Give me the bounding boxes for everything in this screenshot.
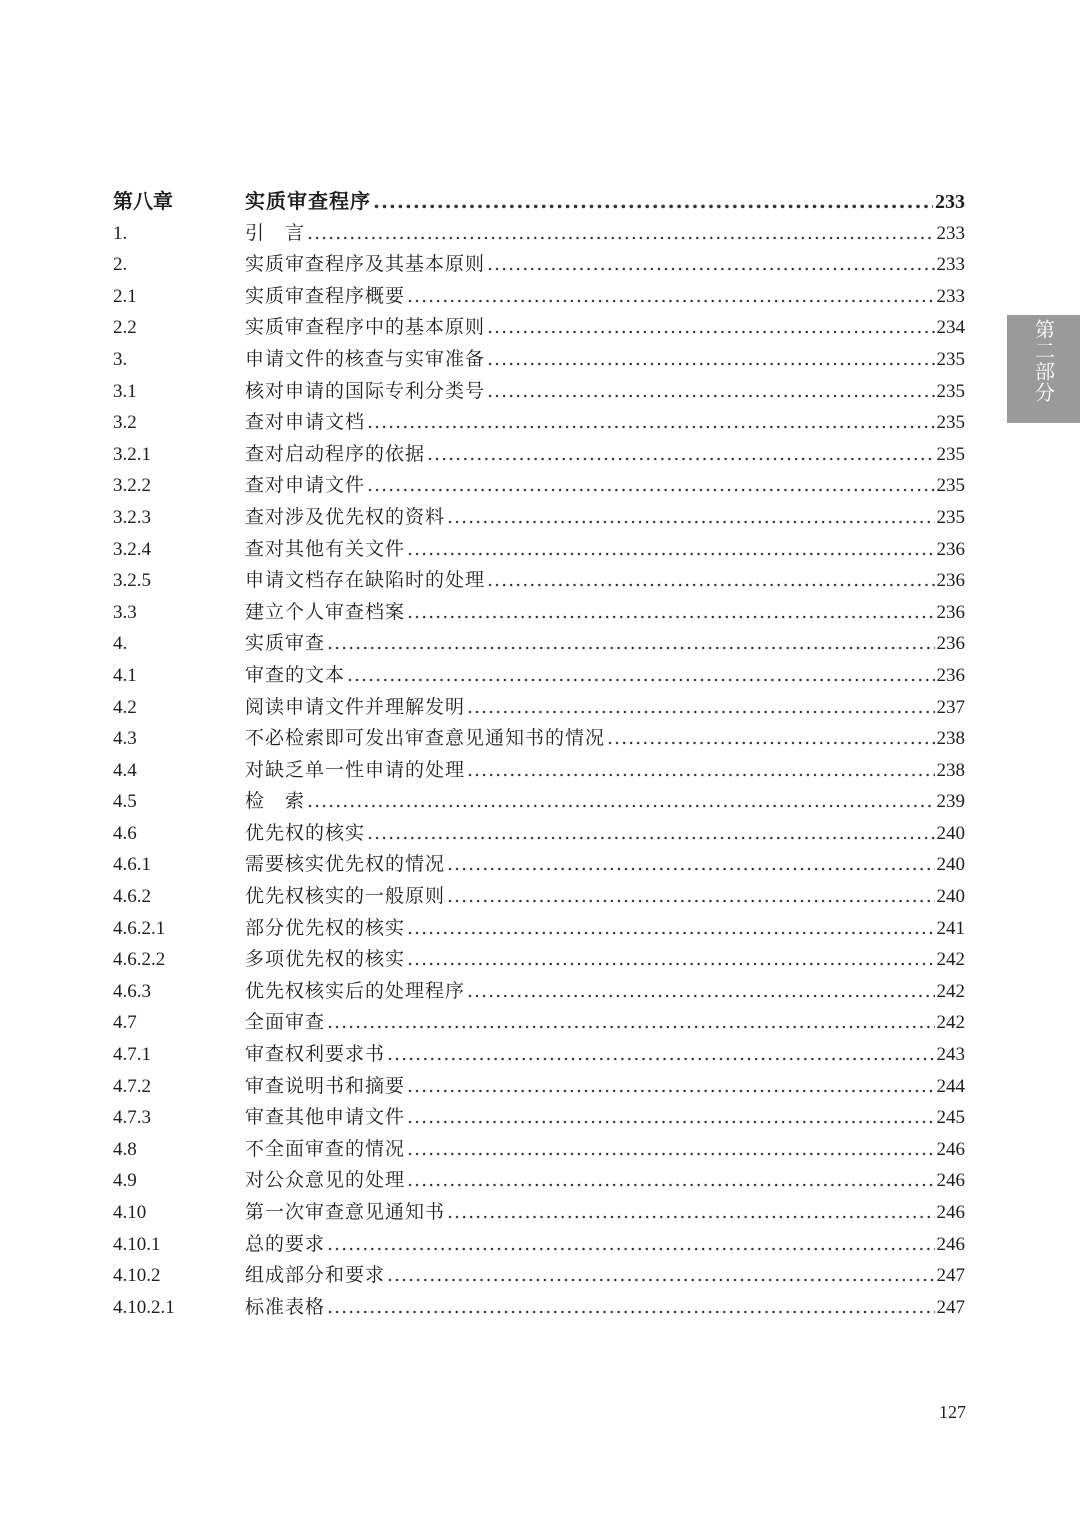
toc-page: 236 xyxy=(936,633,965,655)
toc-row xyxy=(113,534,965,566)
toc-leader-dots xyxy=(607,723,934,755)
toc-number: 4.8 xyxy=(113,1138,137,1160)
toc-leader-dots xyxy=(407,281,934,313)
toc-number: 4.6.2 xyxy=(113,886,151,908)
toc-number: 4.6 xyxy=(113,822,137,844)
toc-leader-dots xyxy=(367,818,934,850)
toc-row xyxy=(113,976,965,1008)
toc-title: 查对其他有关文件 xyxy=(245,537,406,560)
toc-page: 233 xyxy=(935,191,965,213)
toc-number: 4.6.1 xyxy=(113,854,151,876)
toc-row xyxy=(113,565,965,597)
toc-row xyxy=(113,470,965,502)
toc-leader-dots xyxy=(407,913,934,945)
toc-page: 247 xyxy=(936,1296,965,1318)
toc-title: 不全面审查的情况 xyxy=(245,1137,406,1160)
toc-row xyxy=(113,628,965,660)
toc-number: 3.2 xyxy=(113,412,137,434)
toc-number: 4.3 xyxy=(113,728,137,750)
toc-leader-dots xyxy=(327,1007,934,1039)
section-side-tab xyxy=(1007,315,1080,423)
toc-number: 3.2.1 xyxy=(113,443,151,465)
toc-number: 4. xyxy=(113,633,128,655)
toc-number: 4.6.3 xyxy=(113,980,151,1002)
toc-row xyxy=(113,597,965,629)
toc-title: 优先权核实的一般原则 xyxy=(245,885,446,908)
toc-page: 236 xyxy=(936,664,965,686)
toc-leader-dots xyxy=(407,1134,934,1166)
toc-number: 1. xyxy=(113,222,128,244)
toc-page: 235 xyxy=(936,475,965,497)
toc-leader-dots xyxy=(487,376,934,408)
table-of-contents xyxy=(113,186,965,1323)
toc-page: 235 xyxy=(936,412,965,434)
toc-row xyxy=(113,1197,965,1229)
toc-page: 246 xyxy=(936,1233,965,1255)
toc-page: 239 xyxy=(936,791,965,813)
toc-leader-dots xyxy=(407,1102,934,1134)
toc-number: 4.6.2.1 xyxy=(113,917,166,939)
toc-row xyxy=(113,944,965,976)
toc-number: 4.10.2 xyxy=(113,1265,161,1287)
toc-title: 审查的文本 xyxy=(245,663,346,686)
toc-page: 237 xyxy=(936,696,965,718)
toc-title: 实质审查程序中的基本原则 xyxy=(245,316,486,339)
toc-row xyxy=(113,786,965,818)
toc-page: 240 xyxy=(936,886,965,908)
toc-title: 总的要求 xyxy=(245,1232,326,1255)
toc-leader-dots xyxy=(487,249,934,281)
toc-leader-dots xyxy=(407,944,934,976)
toc-title: 需要核实优先权的情况 xyxy=(245,853,446,876)
toc-number: 4.7 xyxy=(113,1012,137,1034)
toc-number: 3.1 xyxy=(113,380,137,402)
toc-page: 238 xyxy=(936,728,965,750)
toc-title: 核对申请的国际专利分类号 xyxy=(245,379,486,402)
section-side-tab-label: 第二部分 xyxy=(1031,319,1056,403)
toc-row xyxy=(113,660,965,692)
toc-leader-dots xyxy=(387,1039,934,1071)
toc-row xyxy=(113,1134,965,1166)
toc-page: 233 xyxy=(936,254,965,276)
toc-row xyxy=(113,818,965,850)
toc-page: 235 xyxy=(936,443,965,465)
toc-number: 4.5 xyxy=(113,791,137,813)
toc-leader-dots xyxy=(367,407,934,439)
toc-page: 246 xyxy=(936,1138,965,1160)
toc-number: 2.2 xyxy=(113,317,137,339)
toc-number: 2.1 xyxy=(113,285,137,307)
toc-title: 优先权的核实 xyxy=(245,821,366,844)
toc-page: 240 xyxy=(936,854,965,876)
toc-row xyxy=(113,502,965,534)
toc-number: 4.7.1 xyxy=(113,1044,151,1066)
toc-title: 部分优先权的核实 xyxy=(245,916,406,939)
toc-row xyxy=(113,407,965,439)
toc-row xyxy=(113,312,965,344)
toc-number: 3.3 xyxy=(113,601,137,623)
toc-number: 4.6.2.2 xyxy=(113,949,166,971)
toc-row xyxy=(113,913,965,945)
toc-page: 235 xyxy=(936,380,965,402)
toc-row xyxy=(113,249,965,281)
toc-leader-dots xyxy=(327,628,934,660)
toc-number: 4.10 xyxy=(113,1202,147,1223)
toc-leader-dots xyxy=(307,218,934,250)
toc-row xyxy=(113,723,965,755)
toc-row xyxy=(113,218,965,250)
toc-title: 查对申请文档 xyxy=(245,411,366,434)
toc-leader-dots xyxy=(447,849,934,881)
toc-title: 建立个人审查档案 xyxy=(245,600,406,623)
toc-title: 全面审查 xyxy=(245,1011,326,1034)
toc-title: 审查权利要求书 xyxy=(245,1043,386,1066)
toc-leader-dots xyxy=(487,312,934,344)
toc-title: 审查其他申请文件 xyxy=(245,1106,406,1129)
toc-leader-dots xyxy=(467,755,934,787)
toc-row xyxy=(113,281,965,313)
toc-title: 实质审查程序 xyxy=(245,189,371,213)
toc-title: 实质审查程序及其基本原则 xyxy=(245,253,486,276)
toc-number: 3.2.2 xyxy=(113,475,151,497)
toc-leader-dots xyxy=(407,1165,934,1197)
toc-title: 申请文件的核查与实审准备 xyxy=(245,347,486,370)
toc-title: 对公众意见的处理 xyxy=(245,1169,406,1192)
toc-page: 234 xyxy=(936,317,965,339)
toc-row xyxy=(113,1260,965,1292)
toc-number: 4.9 xyxy=(113,1170,137,1192)
toc-title: 检 索 xyxy=(245,790,306,813)
toc-leader-dots xyxy=(327,1292,934,1324)
toc-title: 标准表格 xyxy=(245,1295,326,1318)
toc-leader-dots xyxy=(467,692,934,724)
toc-leader-dots xyxy=(487,565,934,597)
toc-page: 245 xyxy=(936,1107,965,1129)
toc-page: 246 xyxy=(936,1170,965,1192)
toc-row xyxy=(113,692,965,724)
toc-number: 3.2.3 xyxy=(113,506,151,528)
toc-leader-dots xyxy=(447,502,934,534)
toc-title: 申请文档存在缺陷时的处理 xyxy=(245,569,486,592)
toc-leader-dots xyxy=(447,1197,934,1229)
toc-title: 对缺乏单一性申请的处理 xyxy=(245,758,466,781)
toc-row xyxy=(113,1039,965,1071)
toc-leader-dots xyxy=(407,597,934,629)
toc-page: 236 xyxy=(936,570,965,592)
toc-title: 引 言 xyxy=(245,221,306,244)
toc-row xyxy=(113,186,965,218)
toc-row xyxy=(113,1102,965,1134)
toc-title: 阅读申请文件并理解发明 xyxy=(245,695,466,718)
toc-row xyxy=(113,376,965,408)
toc-page: 242 xyxy=(936,980,965,1002)
toc-leader-dots xyxy=(467,976,934,1008)
toc-leader-dots xyxy=(447,881,934,913)
toc-number: 4.2 xyxy=(113,696,137,718)
toc-row xyxy=(113,1229,965,1261)
toc-page: 242 xyxy=(936,949,965,971)
toc-page: 233 xyxy=(936,285,965,307)
toc-title: 实质审查程序概要 xyxy=(245,284,406,307)
toc-page: 236 xyxy=(936,538,965,560)
toc-page: 243 xyxy=(936,1044,965,1066)
toc-title: 查对涉及优先权的资料 xyxy=(245,505,446,528)
toc-number: 2. xyxy=(113,254,128,276)
toc-row xyxy=(113,755,965,787)
toc-page: 236 xyxy=(936,601,965,623)
toc-leader-dots xyxy=(347,660,934,692)
toc-row xyxy=(113,1007,965,1039)
toc-page: 242 xyxy=(936,1012,965,1034)
toc-title: 实质审查 xyxy=(245,632,326,655)
toc-number: 4.4 xyxy=(113,759,137,781)
toc-row xyxy=(113,1292,965,1324)
toc-row xyxy=(113,849,965,881)
toc-leader-dots xyxy=(373,186,933,218)
toc-page: 247 xyxy=(936,1265,965,1287)
toc-leader-dots xyxy=(367,470,934,502)
toc-page: 241 xyxy=(936,917,965,939)
toc-leader-dots xyxy=(327,1229,934,1261)
toc-number: 4.10.2.1 xyxy=(113,1296,175,1318)
toc-leader-dots xyxy=(427,439,934,471)
toc-leader-dots xyxy=(487,344,934,376)
toc-leader-dots xyxy=(407,534,934,566)
toc-title: 查对申请文件 xyxy=(245,474,366,497)
toc-row xyxy=(113,344,965,376)
toc-page: 235 xyxy=(936,348,965,370)
toc-number: 3.2.4 xyxy=(113,538,151,560)
toc-number: 4.10.1 xyxy=(113,1233,161,1255)
toc-leader-dots xyxy=(307,786,934,818)
toc-title: 优先权核实后的处理程序 xyxy=(245,979,466,1002)
toc-page: 238 xyxy=(936,759,965,781)
toc-leader-dots xyxy=(387,1260,934,1292)
toc-title: 不必检索即可发出审查意见通知书的情况 xyxy=(245,727,606,750)
toc-number: 3.2.5 xyxy=(113,570,151,592)
page-number: 127 xyxy=(939,1402,966,1422)
toc-page: 233 xyxy=(936,222,965,244)
toc-row xyxy=(113,1165,965,1197)
toc-row xyxy=(113,881,965,913)
toc-row xyxy=(113,439,965,471)
toc-number: 4.7.3 xyxy=(113,1107,151,1129)
toc-number: 3. xyxy=(113,348,128,370)
toc-number: 4.7.2 xyxy=(113,1075,151,1097)
toc-title: 组成部分和要求 xyxy=(245,1264,386,1287)
toc-number: 第八章 xyxy=(113,191,173,213)
toc-page: 240 xyxy=(936,822,965,844)
toc-title: 第一次审查意见通知书 xyxy=(245,1201,446,1223)
toc-row xyxy=(113,1071,965,1103)
toc-number: 4.1 xyxy=(113,664,137,686)
toc-title: 查对启动程序的依据 xyxy=(245,442,426,465)
toc-page: 244 xyxy=(936,1075,965,1097)
toc-title: 审查说明书和摘要 xyxy=(245,1074,406,1097)
toc-title: 多项优先权的核实 xyxy=(245,948,406,971)
toc-page: 235 xyxy=(936,506,965,528)
toc-leader-dots xyxy=(407,1071,934,1103)
toc-page: 246 xyxy=(936,1202,965,1223)
